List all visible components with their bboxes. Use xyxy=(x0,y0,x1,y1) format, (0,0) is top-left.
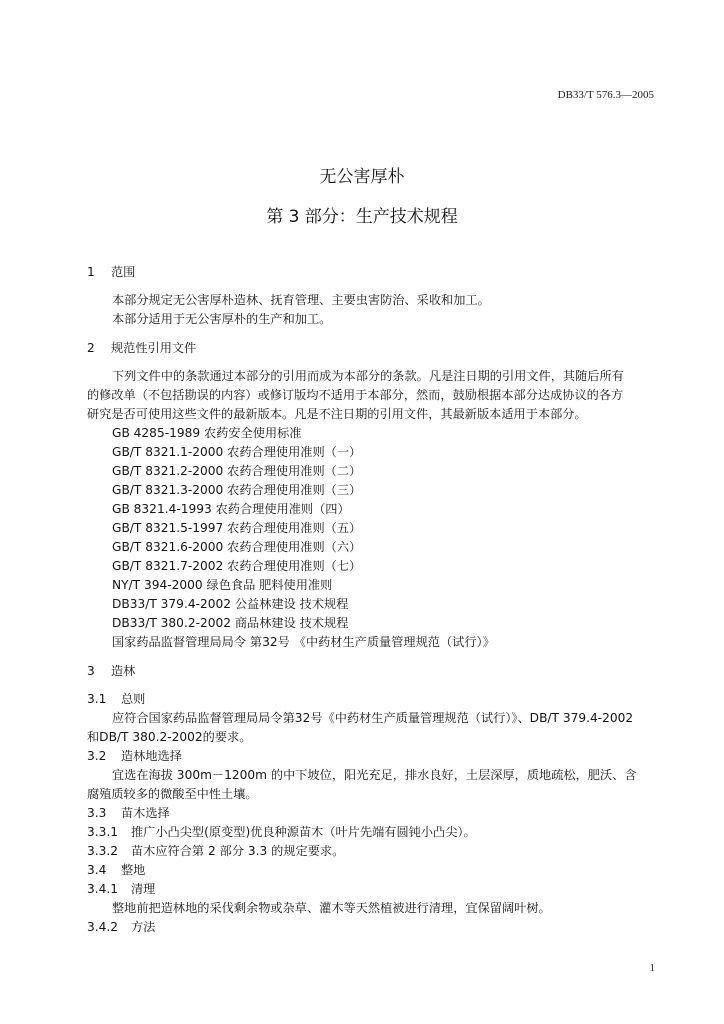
reference-item: GB 4285-1989 农药安全使用标准 xyxy=(112,426,302,440)
paragraph: 下列文件中的条款通过本部分的引用而成为本部分的条款。凡是注日期的引用文件，其随后所有 xyxy=(112,369,624,383)
section-number: 3.4 xyxy=(87,863,107,877)
reference-item: DB33/T 379.4-2002 公益林建设 技术规程 xyxy=(112,597,349,611)
section-number: 3.3.1 xyxy=(87,825,119,839)
section-number: 3.3 xyxy=(87,806,107,820)
section-number: 3.4.1 xyxy=(87,882,119,896)
section-2-heading xyxy=(87,341,196,356)
section-number: 3.4.2 xyxy=(87,920,119,934)
reference-item: DB33/T 380.2-2002 商品林建设 技术规程 xyxy=(112,616,349,630)
paragraph: 和DB/T 380.2-2002的要求。 xyxy=(87,730,252,744)
subsection-3-3-heading xyxy=(87,806,170,821)
paragraph: 腐殖质较多的微酸至中性土壤。 xyxy=(87,787,258,801)
section-title: 整地 xyxy=(121,863,146,877)
reference-item: GB/T 8321.3-2000 农药合理使用准则（三） xyxy=(112,483,362,497)
section-1-heading xyxy=(87,265,135,280)
subsection-3-4-heading xyxy=(87,863,145,878)
document-subtitle: 第 3 部分：生产技术规程 xyxy=(266,207,458,227)
section-title: 苗木选择 xyxy=(121,806,170,820)
paragraph: 宜选在海拔 300m－1200m 的中下坡位，阳光充足，排水良好，土层深厚，质地疏松，肥沃、含 xyxy=(112,768,637,782)
clause-text: 苗木应符合第 2 部分 3.3 的规定要求。 xyxy=(131,844,345,858)
section-number: 3 xyxy=(87,664,95,678)
section-title: 清理 xyxy=(131,882,156,896)
reference-item: 国家药品监督管理局局令 第32号 《中药材生产质量管理规范（试行）》 xyxy=(112,635,495,649)
paragraph: 的修改单（不包括勘误的内容）或修订版均不适用于本部分，然而，鼓励根据本部分达成协议的各方 xyxy=(87,388,624,402)
clause-3-4-1-heading xyxy=(87,882,155,897)
reference-item: GB/T 8321.5-1997 农药合理使用准则（五） xyxy=(112,521,362,535)
reference-item: GB/T 8321.6-2000 农药合理使用准则（六） xyxy=(112,540,362,554)
section-title: 总则 xyxy=(121,692,146,706)
reference-item: GB 8321.4-1993 农药合理使用准则（四） xyxy=(112,502,350,516)
page-number: 1 xyxy=(649,962,655,974)
clause-3-3-2 xyxy=(87,844,344,859)
reference-item: GB/T 8321.7-2002 农药合理使用准则（七） xyxy=(112,559,362,573)
paragraph: 本部分规定无公害厚朴造林、抚育管理、主要虫害防治、采收和加工。 xyxy=(112,293,490,307)
section-number: 3.2 xyxy=(87,749,107,763)
paragraph: 整地前把造林地的采伐剩余物或杂草、灌木等天然植被进行清理，宜保留阔叶树。 xyxy=(112,901,551,915)
paragraph: 研究是否可使用这些文件的最新版本。凡是不注日期的引用文件，其最新版本适用于本部分。 xyxy=(87,407,587,421)
reference-item: GB/T 8321.2-2000 农药合理使用准则（二） xyxy=(112,464,362,478)
section-number: 3.3.2 xyxy=(87,844,119,858)
subsection-3-2-heading xyxy=(87,749,182,764)
section-title: 规范性引用文件 xyxy=(111,341,197,355)
section-number: 1 xyxy=(87,265,95,279)
reference-item: GB/T 8321.1-2000 农药合理使用准则（一） xyxy=(112,445,362,459)
standard-code: DB33/T 576.3—2005 xyxy=(557,89,654,101)
paragraph: 应符合国家药品监督管理局局令第32号《中药材生产质量管理规范（试行）》、DB/T 379.4-2002 xyxy=(112,711,634,725)
subsection-3-1-heading xyxy=(87,692,145,707)
section-title: 造林地选择 xyxy=(121,749,182,763)
section-3-heading xyxy=(87,664,135,679)
reference-item: NY/T 394-2000 绿色食品 肥料使用准则 xyxy=(112,578,333,592)
clause-3-4-2-heading xyxy=(87,920,155,935)
section-number: 3.1 xyxy=(87,692,107,706)
clause-text: 推广小凸尖型(原变型)优良种源苗木（叶片先端有圆钝小凸尖）。 xyxy=(131,825,476,839)
section-title: 造林 xyxy=(111,664,136,678)
section-title: 方法 xyxy=(131,920,156,934)
section-number: 2 xyxy=(87,341,95,355)
section-title: 范围 xyxy=(111,265,136,279)
document-title: 无公害厚朴 xyxy=(319,167,405,187)
clause-3-3-1 xyxy=(87,825,476,840)
paragraph: 本部分适用于无公害厚朴的生产和加工。 xyxy=(112,312,332,326)
